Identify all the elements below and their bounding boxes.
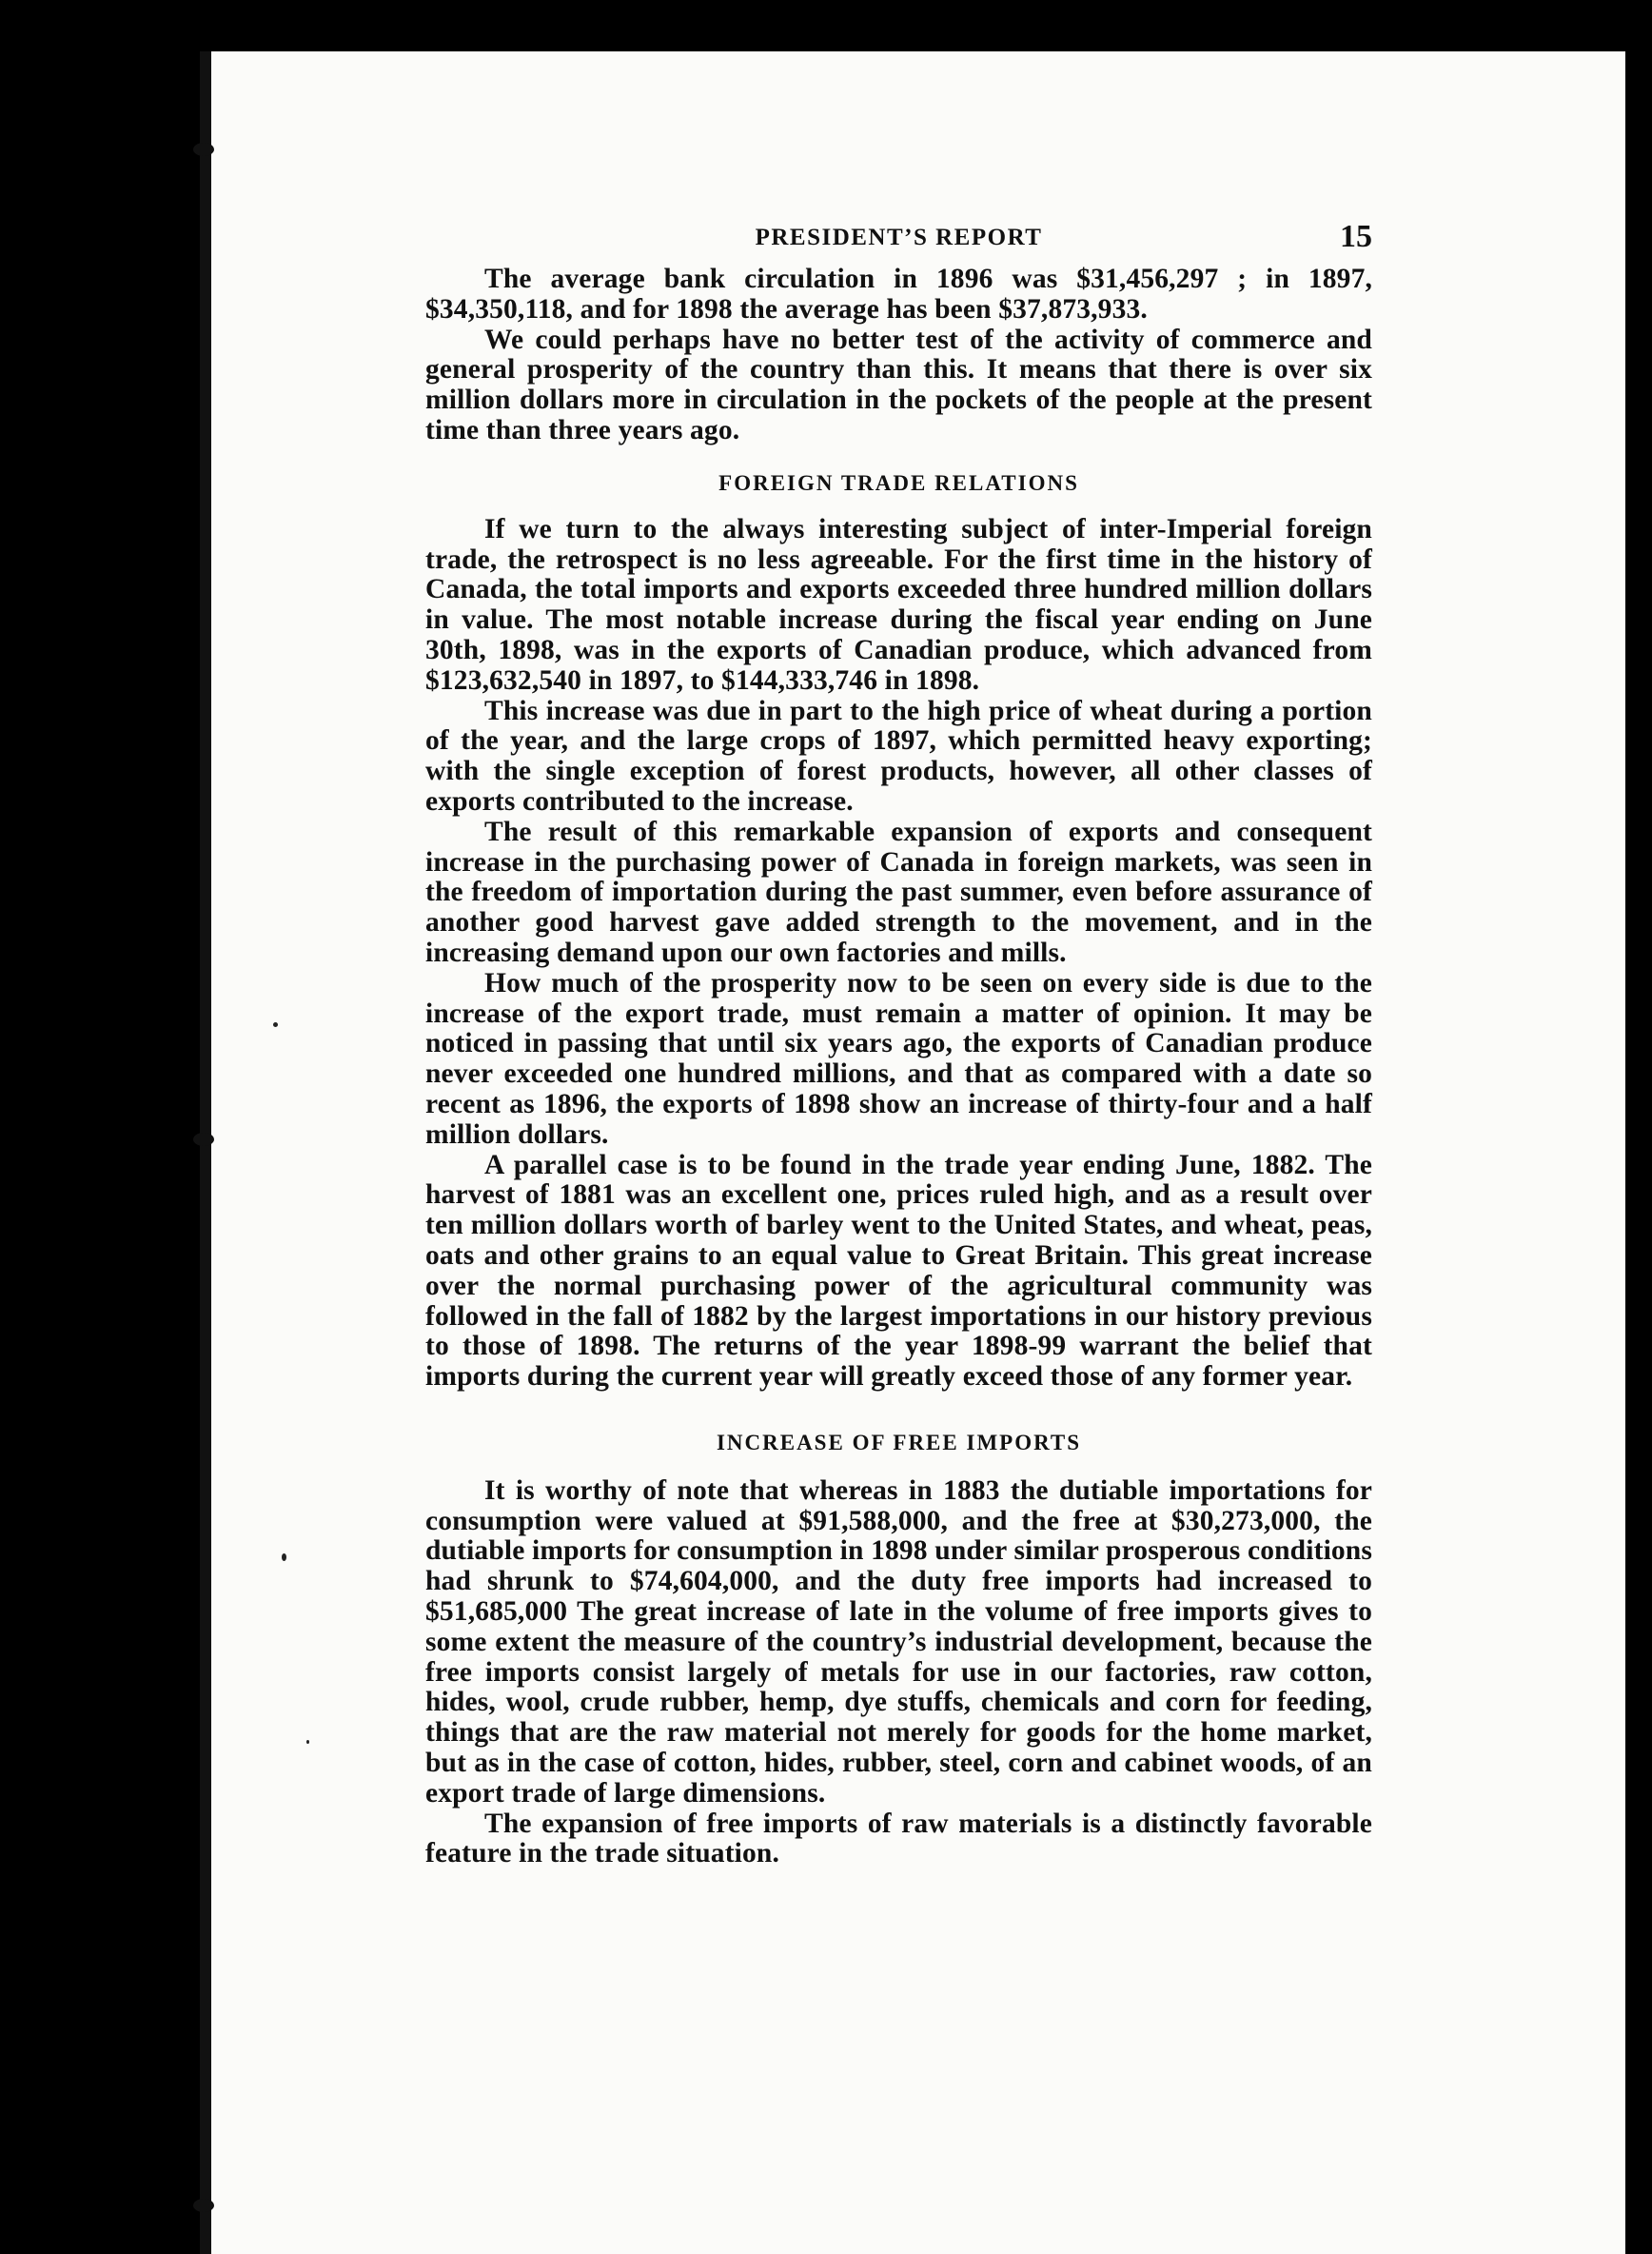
- paper-speck: [306, 1740, 309, 1744]
- spine-binding-mark: [193, 1133, 214, 1146]
- paragraph: The average bank circulation in 1896 was $31,456,297 ; in 1897, $34,350,118, and for 1898 the average has been $37,873,933.: [425, 264, 1372, 325]
- paragraph: A parallel case is to be found in the trade year ending June, 1882. The harvest of 1881 was an excellent one, prices ruled high, and as a result over ten million dollars worth of barley went to the United States, and wheat, peas, oats and other grains to an equal value to Great Britain. This great increase over the normal purchasing power of the agricultural community was followed in the fall of 1882 by the largest importations in our history previous to those of 1898. The returns of the year 1898-99 warrant the belief that imports during the current year will greatly exceed those of any former year.: [425, 1149, 1372, 1393]
- free-imports-section: [425, 1393, 1372, 1869]
- paragraph: It is worthy of note that whereas in 1883 the dutiable importations for consumption were valued at $91,588,000, and the free at $30,273,000, the dutiable imports for consumption in 1898 under similar prosperous conditions had shrunk to $74,604,000, and the duty free imports had increased to $51,685,000 The great increase of late in the volume of free imports gives to some extent the measure of the country’s industrial development, because the free imports consist largely of metals for use in our factories, raw cotton, hides, wool, crude rubber, hemp, dye stuffs, chemicals and corn for feeding, things that are the raw material not merely for goods for the home market, but as in the case of cotton, hides, rubber, steel, corn and cabinet woods, of an export trade of large dimensions.: [425, 1474, 1372, 1809]
- paragraph: The expansion of free imports of raw materials is a distinctly favorable feature in the trade situation.: [425, 1808, 1372, 1869]
- paper-speck: [273, 1022, 278, 1027]
- spine-binding-mark: [193, 2199, 214, 2212]
- running-title: PRESIDENT’S REPORT: [755, 225, 1043, 250]
- spine-binding-mark: [193, 143, 214, 156]
- section-heading: FOREIGN TRADE RELATIONS: [718, 470, 1079, 495]
- paragraph: If we turn to the always interesting subject of inter-Imperial foreign trade, the retrospect is no less agreeable. For the first time in the history of Canada, the total imports and exports exceeded three hundred million dollars in value. The most notable increase during the fiscal year ending on June 30th, 1898, was in the exports of Canadian produce, which advanced from $123,632,540 in 1897, to $144,333,746 in 1898.: [425, 513, 1372, 696]
- book-spine: [200, 51, 211, 2254]
- running-header: [425, 219, 1372, 261]
- paper-speck: [282, 1553, 286, 1561]
- intro-section: [425, 265, 1372, 446]
- section-heading: INCREASE OF FREE IMPORTS: [716, 1430, 1082, 1454]
- paragraph: We could perhaps have no better test of the activity of commerce and general prosperity of the country than this. It means that there is over six million dollars more in circulation in the pockets of the people at the present time than three years ago.: [425, 324, 1372, 445]
- scan-right-edge: [1625, 51, 1652, 2254]
- foreign-trade-section: [425, 446, 1372, 1393]
- document-page: [425, 219, 1372, 1869]
- page-number: 15: [1340, 219, 1372, 254]
- paragraph: The result of this remarkable expansion of exports and consequent increase in the purchasing power of Canada in foreign markets, was seen in the freedom of importation during the past summer, even before assurance of another good harvest gave added strength to the movement, and in the increasing demand upon our own factories and mills.: [425, 816, 1372, 968]
- paragraph: How much of the prosperity now to be seen on every side is due to the increase of the export trade, must remain a matter of opinion. It may be noticed in passing that until six years ago, the exports of Canadian produce never exceeded one hundred millions, and that as compared with a date so recent as 1896, the exports of 1898 show an increase of thirty-four and a half million dollars.: [425, 967, 1372, 1150]
- paragraph: This increase was due in part to the high price of wheat during a portion of the year, and the large crops of 1897, which permitted heavy exporting; with the single exception of forest products, however, all other classes of exports contributed to the increase.: [425, 695, 1372, 817]
